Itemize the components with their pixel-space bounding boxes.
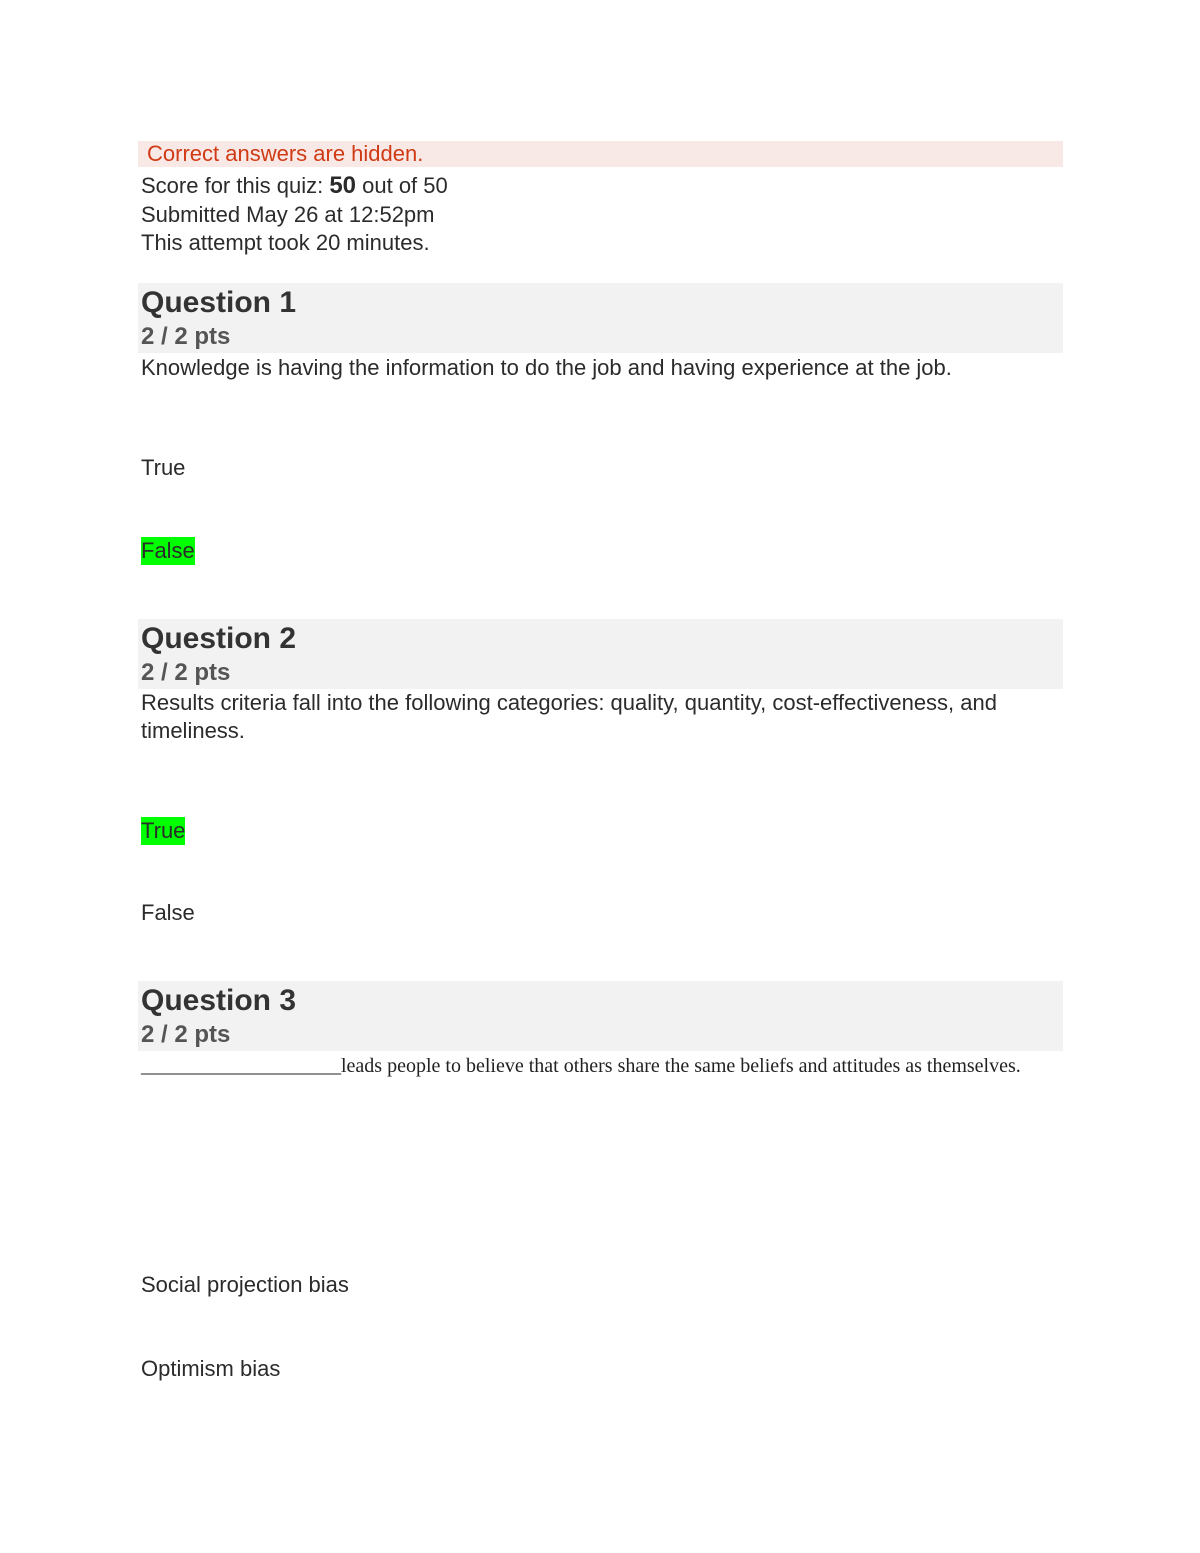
question-title: Question 2 [141,622,297,655]
quiz-score [141,172,448,200]
question-1-text: Knowledge is having the information to do the job and having experience at the job. [141,355,952,380]
question-3-header [138,981,1063,1051]
attempt-duration: This attempt took 20 minutes. [141,230,430,255]
answer-option[interactable]: Optimism bias [141,1356,281,1381]
question-1-header [138,283,1063,353]
question-2-header [138,619,1063,689]
score-value: 50 [329,172,357,199]
question-points: 2 / 2 pts [141,323,231,350]
correct-answers-hidden-notice: Correct answers are hidden. [138,141,1063,167]
question-2-text: Results criteria fall into the following categories: quality, quantity, cost-effectiveness, and timeliness. [141,690,997,743]
score-label: Score for this quiz: [141,173,330,198]
score-total: out of 50 [356,173,448,198]
question-3-text: ____________________leads people to believe that others share the same beliefs and attitudes as themselves. [141,1055,1021,1077]
question-points: 2 / 2 pts [141,659,231,686]
answer-option-selected[interactable]: False [141,538,195,563]
answer-option[interactable]: False [141,900,195,925]
submitted-timestamp: Submitted May 26 at 12:52pm [141,202,435,227]
question-points: 2 / 2 pts [141,1021,231,1048]
answer-option[interactable]: Social projection bias [141,1272,349,1297]
question-title: Question 1 [141,286,297,319]
answer-option[interactable]: True [141,455,186,480]
answer-option-selected[interactable]: True [141,818,186,843]
question-title: Question 3 [141,984,297,1017]
